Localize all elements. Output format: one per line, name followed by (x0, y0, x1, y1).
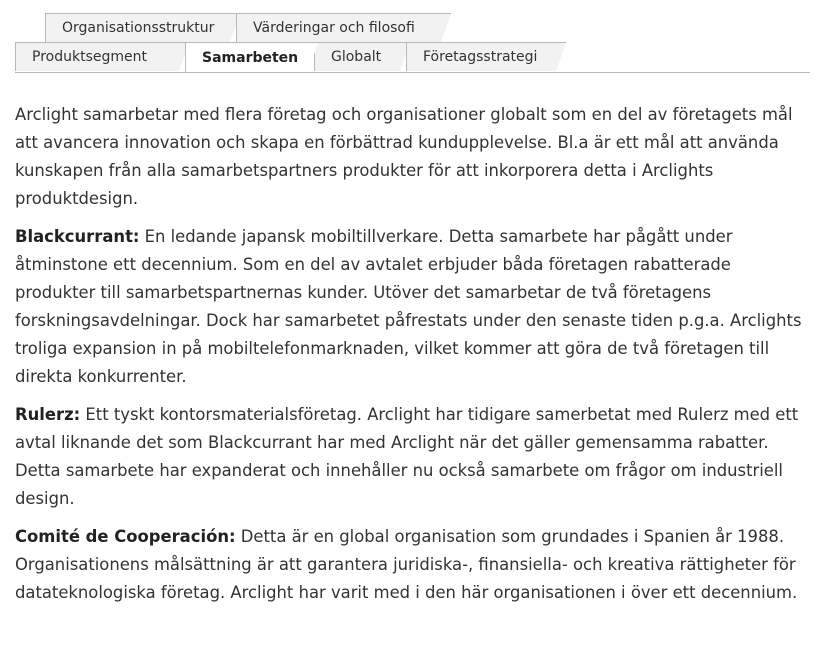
partner-description: Detta är en global organisation som grundades i Spanien år 1988. Organisationens målsättning är att garantera juridiska-, finansiella- och kreativa rättigheter för datateknologiska företag. Arclight har varit med i den här organisationen i över ett decennium. (15, 527, 798, 602)
tab-row-front (15, 42, 562, 71)
partner-description: En ledande japansk mobiltillverkare. Detta samarbete har pågått under åtminstone ett decennium. Som en del av avtalet erbjuder båda företagen rabatterade produkter till samarbetspartnernas kunder. Utöver det samarbetar de två företagens forskningsavdelningar. Dock har samarbetet påfrestats under den senaste tiden p.g.a. Arclights troliga expansion in på mobiltelefonmarknaden, vilket kommer att göra de två företagen till direkta konkurrenter. (15, 227, 802, 386)
tab-label: Värderingar och filosofi (253, 20, 415, 36)
tab-globalt[interactable] (314, 42, 400, 71)
tab-row-back (45, 13, 447, 42)
tab-label: Samarbeten (202, 49, 299, 66)
tab-content (15, 101, 810, 617)
tab-bar (15, 0, 810, 73)
partner-name: Blackcurrant: (15, 227, 140, 246)
tab-organisationsstruktur[interactable] (45, 13, 230, 42)
tab-varderingar-och-filosofi[interactable] (236, 13, 441, 42)
tab-foretagsstrategi[interactable] (406, 42, 556, 71)
tab-label: Produktsegment (32, 49, 147, 65)
partner-paragraph-blackcurrant (15, 223, 810, 391)
tab-label: Företagsstrategi (423, 49, 538, 65)
partner-name: Comité de Cooperación: (15, 527, 236, 546)
partner-paragraph-rulerz (15, 401, 810, 513)
tab-samarbeten[interactable] (185, 42, 308, 72)
tab-produktsegment[interactable] (15, 42, 179, 71)
partner-paragraph-comite (15, 523, 810, 607)
partner-name: Rulerz: (15, 405, 81, 424)
tab-label: Organisationsstruktur (62, 20, 215, 36)
tab-label: Globalt (331, 49, 382, 65)
intro-paragraph: Arclight samarbetar med flera företag och organisationer globalt som en del av företagets mål att avancera innovation och skapa en förbättrad kundupplevelse. Bl.a är ett mål att använda kunskapen från alla samarbetspartners produkter för att inkorporera detta i Arclights produktdesign. (15, 105, 793, 208)
partner-description: Ett tyskt kontorsmaterialsföretag. Arclight har tidigare samerbetat med Rulerz med ett avtal liknande det som Blackcurrant har med Arclight när det gäller gemensamma rabatter. Detta samarbete har expanderat och innehåller nu också samarbete om frågor om industriell design. (15, 405, 799, 508)
